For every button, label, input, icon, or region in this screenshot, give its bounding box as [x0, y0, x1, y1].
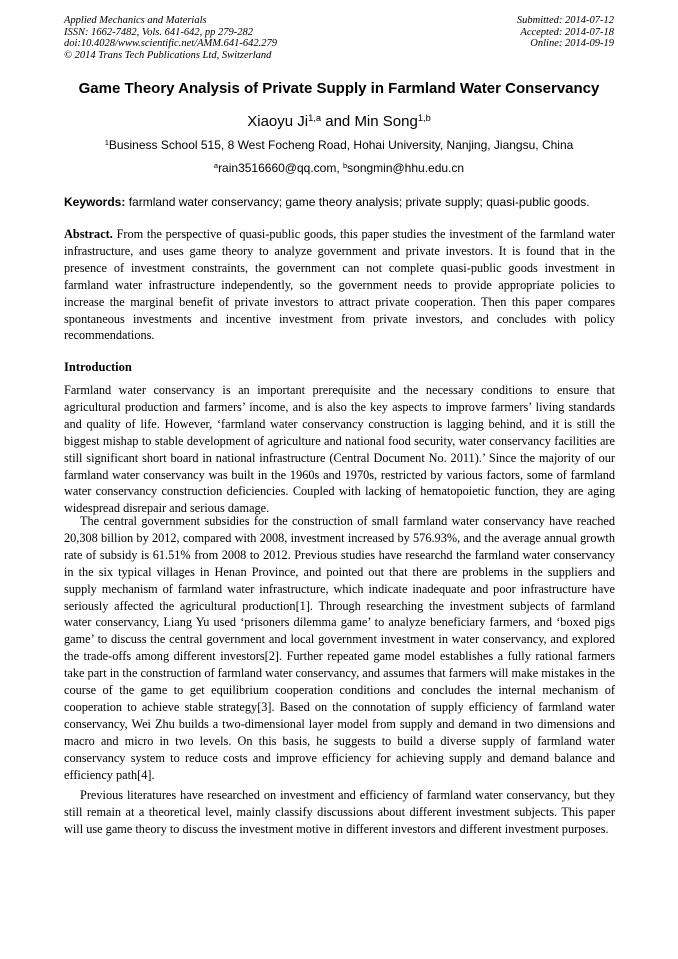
abstract-label: Abstract. [64, 227, 113, 241]
keywords-text: farmland water conservancy; game theory analysis; private supply; quasi-public goods. [125, 195, 590, 209]
author-emails [40, 161, 638, 175]
journal-name: Applied Mechanics and Materials [64, 15, 207, 26]
journal-header [64, 15, 277, 61]
copyright: © 2014 Trans Tech Publications Ltd, Switzerland [64, 49, 272, 61]
paragraph: Farmland water conservancy is an important prerequisite and the necessary conditions to ensure that agricultural production and farmers’ income, and is also the key aspects to improve farmers’ living standards and quality of life. However, ‘farmland water conservancy construction is lagging behind, and it is still the biggest mishap to stable development of agriculture and national food security, water conservancy facilities are still significant short board in national infrastructure (Central Document No. 2011).’ Since the majority of our farmland water conservancy was built in the 1960s and 1970s, restricted by various factors, some of farmland water conservancy construction deficiencies. Coupled with lacking of hematopoietic function, they are aging widespread disrepair and serious damage. [64, 383, 615, 516]
issn: ISSN: 1662-7482, Vols. 641-642, pp 279-282 [64, 26, 253, 38]
online-date: Online: 2014-09-19 [530, 38, 614, 49]
keywords-label: Keywords: [64, 195, 126, 209]
affiliation-mark: 1 [104, 137, 109, 147]
paragraph: Previous literatures have researched on investment and efficiency of farmland water conservancy, but they still remain at a theoretical level, mainly classify discussions about different investment subjects. This paper will use game theory to discuss the investment motive in different investors and different investment purposes. [64, 788, 615, 836]
affiliation-text: Business School 515, 8 West Focheng Road, Hohai University, Nanjing, Jiangsu, China [108, 138, 574, 152]
author-name: Min Song [354, 113, 418, 130]
email-link[interactable]: rain3516660@qq.com, [218, 161, 343, 175]
doi: doi:10.4028/www.scientific.net/AMM.641-642.279 [64, 38, 277, 49]
author-conjunction: and [321, 113, 355, 130]
email-link[interactable]: songmin@hhu.edu.cn [347, 161, 465, 175]
author-affil-mark: 1,a [308, 112, 322, 123]
submitted-date: Submitted: 2014-07-12 [516, 15, 614, 26]
accepted-date: Accepted: 2014-07-18 [520, 26, 614, 38]
email-mark: a [213, 160, 219, 170]
affiliation [40, 138, 638, 152]
dates-header [517, 15, 614, 50]
paragraph: The central government subsidies for the construction of small farmland water conservancy have reached 20,308 billion by 2012, compared with 2008, investment increased by 576.93%, and the average annual growth rate of subsidy is 61.51% from 2008 to 2012. Previous studies have researchd the farmland water conservancy in the six typical villages in Henan Province, and pointed out that there are problems in the suppliers and supply mechanism of farmland water infrastructure, which indicate inadequate and poor infrastructure have seriously affected the agricultural production[1]. Through researching the investment subjects of farmland water conservancy, Liang Yu used ‘prisoners dilemma game’ to analyze beneficiary farmers, and ‘boxed pigs game’ to discuss the central government and local government investment in water conservancy, and explored the trade-offs among different investors[2]. Further repeated game model establishes a fully rational farmers take part in the construction of farmland water conservancy, and assumes that farmers will make mistakes in the course of the game to get equilibrium cooperation conditions and concludes the internal mechanism of cooperation to achieve stable strategy[3]. Based on the connotation of supply efficiency of farmland water conservancy, Wei Zhu builds a two-dimensional layer model from supply and demand in two dimensions and macro and micro in two levels. On this basis, he suggests to build a diverse supply of farmland water conservancy system to reduce costs and improve efficiency for achieving supply and demand balance and efficiency path[4]. [64, 514, 616, 782]
paper-title: Game Theory Analysis of Private Supply in Farmland Water Conservancy [78, 80, 600, 97]
abstract-text: From the perspective of quasi-public goods, this paper studies the investment of the farmland water infrastructure, and uses game theory to analyze government and private investors. It is found that in the presence of investment constraints, the government can not complete quasi-public goods investment in farmland water infrastructure independently, so the government needs to provide appropriate policies to increase the marginal benefit of private investors to attract private cooperation. Then this paper compares spontaneous investments and incentive investment from private investors, and concludes with policy recommendations. [64, 227, 615, 343]
abstract [64, 226, 615, 344]
email-mark: b [343, 160, 348, 170]
section-heading: Introduction [64, 360, 132, 374]
author-line [40, 113, 638, 130]
author-affil-mark: 1,b [417, 112, 431, 123]
author-name: Xiaoyu Ji [247, 113, 309, 130]
keywords [64, 195, 616, 209]
